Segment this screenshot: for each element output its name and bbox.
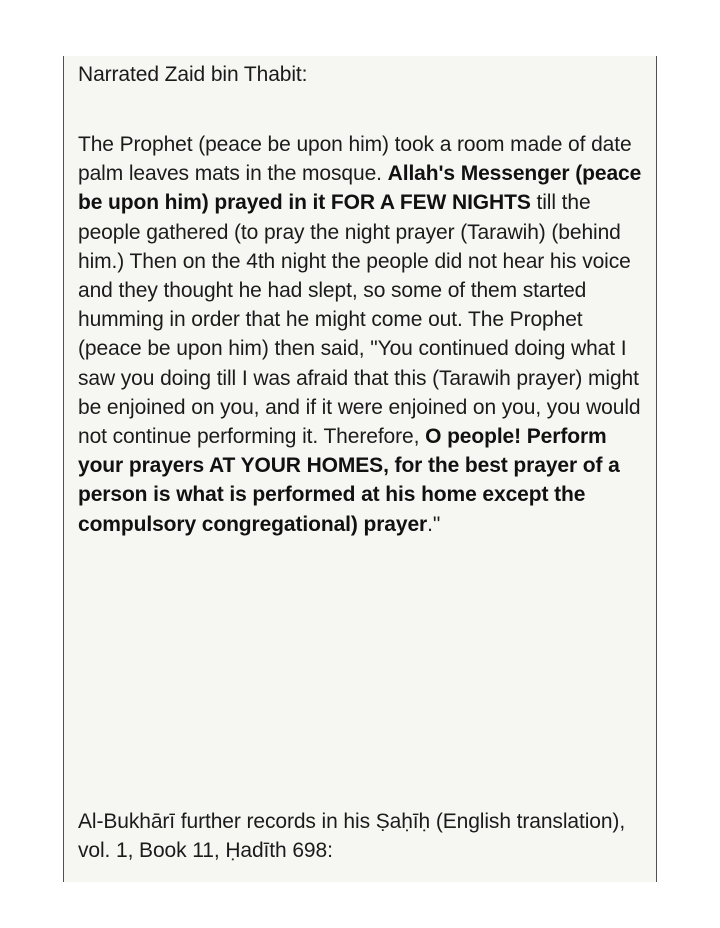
hadith-bold-part-2: O people! Perform your prayers AT YOUR HOMES, for the best prayer of a person is what is performed at his home except the compulsory congregational) prayer (78, 425, 620, 536)
hadith-panel (63, 56, 657, 882)
narrator-line: Narrated Zaid bin Thabit: (78, 63, 308, 86)
hadith-text-part-3: ." (427, 512, 441, 536)
bukhari-record-line: Al-Bukhārī further records in his Ṣaḥīḥ (English translation), vol. 1, Book 11, Ḥadīth 698: (78, 810, 626, 863)
hadith-text (78, 130, 650, 539)
hadith-text-part-1: The Prophet (peace be upon him) took a room made of date palm leaves mats in the mosque. (78, 133, 632, 186)
hadith-text-part-2: till the people gathered (to pray the night prayer (Tarawih) (behind him.) Then on the 4th night the people did not hear his voice and they thought he had slept, so some of them started humming in order that he might come out. The Prophet (peace be upon him) then said, "You continued doing what I saw you doing till I was afraid that this (Tarawih prayer) might be enjoined on you, and if it were enjoined on you, you would not continue performing it. Therefore, (78, 191, 641, 449)
hadith-bold-part-1: Allah's Messenger (peace be upon him) prayed in it FOR A FEW NIGHTS (78, 162, 642, 215)
